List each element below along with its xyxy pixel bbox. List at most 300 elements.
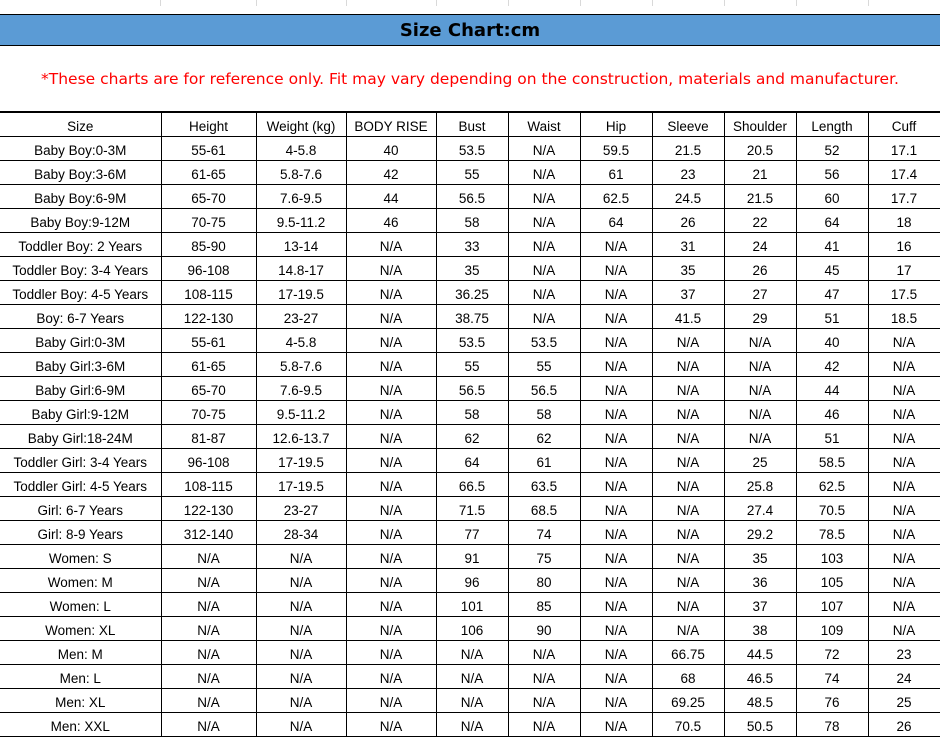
size-label-cell: Girl: 8-9 Years [0, 521, 161, 545]
table-row [0, 353, 940, 377]
table-cell: N/A [868, 329, 940, 353]
table-cell: N/A [346, 449, 436, 473]
table-cell: 38.75 [436, 305, 508, 329]
size-label-cell: Baby Boy:3-6M [0, 161, 161, 185]
table-cell: 51 [796, 425, 868, 449]
table-cell: 36 [724, 569, 796, 593]
table-cell: N/A [652, 569, 724, 593]
table-cell: 72 [796, 641, 868, 665]
table-cell: 35 [652, 257, 724, 281]
table-cell: 70-75 [161, 209, 256, 233]
table-cell: N/A [580, 497, 652, 521]
notice-row [0, 46, 940, 112]
table-cell: N/A [256, 545, 346, 569]
table-cell: N/A [346, 665, 436, 689]
table-cell: N/A [652, 449, 724, 473]
table-cell: 46 [796, 401, 868, 425]
table-cell: N/A [508, 305, 580, 329]
gridline [580, 0, 581, 6]
table-cell: 46.5 [724, 665, 796, 689]
table-row [0, 665, 940, 689]
table-cell: N/A [161, 689, 256, 713]
table-row [0, 209, 940, 233]
table-cell: 62.5 [580, 185, 652, 209]
table-cell: 62.5 [796, 473, 868, 497]
table-cell: 61-65 [161, 353, 256, 377]
table-cell: 51 [796, 305, 868, 329]
table-cell: N/A [652, 401, 724, 425]
table-cell: 44 [796, 377, 868, 401]
table-cell: N/A [346, 617, 436, 641]
table-cell: N/A [346, 329, 436, 353]
table-cell: 26 [724, 257, 796, 281]
table-cell: N/A [580, 353, 652, 377]
table-cell: N/A [508, 137, 580, 161]
table-cell: N/A [346, 353, 436, 377]
table-cell: 21.5 [724, 185, 796, 209]
table-cell: 28-34 [256, 521, 346, 545]
table-cell: N/A [346, 401, 436, 425]
table-cell: 35 [724, 545, 796, 569]
table-cell: N/A [256, 593, 346, 617]
table-row [0, 641, 940, 665]
table-cell: 105 [796, 569, 868, 593]
table-cell: 53.5 [436, 329, 508, 353]
size-label-cell: Toddler Girl: 4-5 Years [0, 473, 161, 497]
table-cell: 85 [508, 593, 580, 617]
table-cell: 29 [724, 305, 796, 329]
table-cell: 81-87 [161, 425, 256, 449]
table-cell: 76 [796, 689, 868, 713]
table-row [0, 233, 940, 257]
table-cell: 17-19.5 [256, 473, 346, 497]
table-cell: 46 [346, 209, 436, 233]
table-cell: N/A [508, 161, 580, 185]
table-cell: N/A [652, 593, 724, 617]
table-cell: 24.5 [652, 185, 724, 209]
table-cell: 85-90 [161, 233, 256, 257]
column-header: Cuff [868, 113, 940, 137]
table-cell: N/A [652, 353, 724, 377]
table-cell: N/A [256, 641, 346, 665]
table-cell: 48.5 [724, 689, 796, 713]
table-cell: N/A [868, 353, 940, 377]
size-label-cell: Women: L [0, 593, 161, 617]
table-cell: 5.8-7.6 [256, 161, 346, 185]
table-cell: 33 [436, 233, 508, 257]
table-row [0, 593, 940, 617]
reference-notice: *These charts are for reference only. Fit may vary depending on the construction, materials and manufacturer. [41, 69, 899, 88]
table-cell: N/A [580, 257, 652, 281]
table-cell: N/A [346, 689, 436, 713]
table-cell: N/A [508, 233, 580, 257]
table-cell: N/A [161, 665, 256, 689]
table-cell: 7.6-9.5 [256, 185, 346, 209]
table-cell: 4-5.8 [256, 329, 346, 353]
table-cell: 37 [724, 593, 796, 617]
table-cell: N/A [256, 713, 346, 737]
table-row [0, 569, 940, 593]
gridline [436, 0, 437, 6]
table-cell: N/A [508, 689, 580, 713]
table-cell: N/A [868, 377, 940, 401]
table-cell: 66.75 [652, 641, 724, 665]
table-row [0, 329, 940, 353]
table-cell: 25.8 [724, 473, 796, 497]
size-label-cell: Men: L [0, 665, 161, 689]
table-cell: 23 [652, 161, 724, 185]
table-cell: 23-27 [256, 305, 346, 329]
table-cell: N/A [868, 473, 940, 497]
table-cell: 17.7 [868, 185, 940, 209]
table-cell: 17-19.5 [256, 449, 346, 473]
column-header: Height [161, 113, 256, 137]
table-cell: N/A [580, 449, 652, 473]
table-cell: N/A [161, 617, 256, 641]
gridline [652, 0, 653, 6]
table-cell: 55 [436, 161, 508, 185]
table-cell: 56.5 [436, 185, 508, 209]
size-label-cell: Girl: 6-7 Years [0, 497, 161, 521]
table-cell: 23-27 [256, 497, 346, 521]
table-cell: N/A [580, 377, 652, 401]
gridline [508, 0, 509, 6]
table-cell: 26 [868, 713, 940, 737]
table-cell: N/A [346, 425, 436, 449]
table-cell: N/A [346, 233, 436, 257]
table-cell: 96-108 [161, 449, 256, 473]
table-cell: 75 [508, 545, 580, 569]
table-cell: 65-70 [161, 377, 256, 401]
table-cell: 107 [796, 593, 868, 617]
table-cell: 29.2 [724, 521, 796, 545]
size-label-cell: Toddler Boy: 4-5 Years [0, 281, 161, 305]
column-header: Size [0, 113, 161, 137]
gridline [724, 0, 725, 6]
table-cell: 56 [796, 161, 868, 185]
top-strip [0, 0, 940, 14]
table-cell: N/A [346, 545, 436, 569]
table-cell: 16 [868, 233, 940, 257]
table-cell: 59.5 [580, 137, 652, 161]
table-row [0, 545, 940, 569]
size-label-cell: Toddler Boy: 2 Years [0, 233, 161, 257]
table-cell: N/A [436, 689, 508, 713]
table-cell: N/A [436, 713, 508, 737]
table-row [0, 137, 940, 161]
size-label-cell: Baby Girl:9-12M [0, 401, 161, 425]
table-cell: 23 [868, 641, 940, 665]
table-cell: 4-5.8 [256, 137, 346, 161]
table-cell: 18 [868, 209, 940, 233]
table-cell: N/A [652, 329, 724, 353]
table-row [0, 281, 940, 305]
table-cell: 58.5 [796, 449, 868, 473]
table-cell: N/A [580, 401, 652, 425]
table-row [0, 473, 940, 497]
table-cell: 58 [508, 401, 580, 425]
table-cell: 17 [868, 257, 940, 281]
table-cell: 78.5 [796, 521, 868, 545]
table-row [0, 497, 940, 521]
table-cell: N/A [868, 569, 940, 593]
table-cell: N/A [580, 665, 652, 689]
table-cell: N/A [724, 377, 796, 401]
table-cell: 25 [724, 449, 796, 473]
gridline [796, 0, 797, 6]
column-header: Weight (kg) [256, 113, 346, 137]
table-row [0, 185, 940, 209]
table-cell: 24 [724, 233, 796, 257]
table-cell: 80 [508, 569, 580, 593]
table-cell: N/A [724, 401, 796, 425]
table-cell: N/A [580, 593, 652, 617]
table-row [0, 689, 940, 713]
table-cell: 21.5 [652, 137, 724, 161]
table-cell: 56.5 [436, 377, 508, 401]
table-cell: 70.5 [652, 713, 724, 737]
table-cell: N/A [652, 377, 724, 401]
gridline [868, 0, 869, 6]
table-cell: 91 [436, 545, 508, 569]
size-label-cell: Men: XXL [0, 713, 161, 737]
table-cell: 64 [796, 209, 868, 233]
table-cell: N/A [346, 473, 436, 497]
table-cell: N/A [161, 593, 256, 617]
column-header: Hip [580, 113, 652, 137]
size-label-cell: Baby Girl:3-6M [0, 353, 161, 377]
table-cell: 17-19.5 [256, 281, 346, 305]
table-cell: N/A [161, 713, 256, 737]
table-cell: 27.4 [724, 497, 796, 521]
table-cell: 60 [796, 185, 868, 209]
table-row [0, 449, 940, 473]
table-cell: 63.5 [508, 473, 580, 497]
table-cell: N/A [161, 545, 256, 569]
table-cell: N/A [868, 497, 940, 521]
table-cell: N/A [508, 641, 580, 665]
column-header: BODY RISE [346, 113, 436, 137]
table-row [0, 377, 940, 401]
table-cell: 101 [436, 593, 508, 617]
table-cell: 41.5 [652, 305, 724, 329]
table-cell: 58 [436, 209, 508, 233]
size-label-cell: Toddler Boy: 3-4 Years [0, 257, 161, 281]
table-cell: 90 [508, 617, 580, 641]
table-cell: 68 [652, 665, 724, 689]
table-cell: N/A [580, 545, 652, 569]
table-cell: N/A [161, 569, 256, 593]
table-cell: N/A [652, 473, 724, 497]
table-cell: 96-108 [161, 257, 256, 281]
table-cell: 56.5 [508, 377, 580, 401]
table-row [0, 401, 940, 425]
size-chart-table [0, 112, 940, 737]
table-cell: N/A [868, 545, 940, 569]
table-cell: 47 [796, 281, 868, 305]
table-cell: 35 [436, 257, 508, 281]
table-cell: 103 [796, 545, 868, 569]
table-cell: 52 [796, 137, 868, 161]
table-cell: 64 [436, 449, 508, 473]
gridline [160, 0, 161, 6]
table-cell: N/A [508, 257, 580, 281]
table-cell: N/A [346, 521, 436, 545]
table-cell: 62 [436, 425, 508, 449]
table-cell: N/A [580, 641, 652, 665]
gridline [346, 0, 347, 6]
table-cell: N/A [580, 689, 652, 713]
size-label-cell: Women: XL [0, 617, 161, 641]
table-cell: 108-115 [161, 473, 256, 497]
table-cell: N/A [652, 545, 724, 569]
table-cell: 61 [508, 449, 580, 473]
table-cell: 70-75 [161, 401, 256, 425]
table-cell: 55 [436, 353, 508, 377]
table-cell: N/A [346, 257, 436, 281]
table-cell: N/A [868, 521, 940, 545]
table-cell: N/A [580, 329, 652, 353]
table-cell: N/A [346, 377, 436, 401]
table-cell: 122-130 [161, 305, 256, 329]
table-cell: 18.5 [868, 305, 940, 329]
table-cell: 64 [580, 209, 652, 233]
table-cell: 66.5 [436, 473, 508, 497]
table-cell: N/A [256, 665, 346, 689]
table-cell: 40 [796, 329, 868, 353]
table-row [0, 617, 940, 641]
table-cell: 55 [508, 353, 580, 377]
table-cell: 21 [724, 161, 796, 185]
table-cell: N/A [508, 209, 580, 233]
table-cell: 9.5-11.2 [256, 401, 346, 425]
table-row [0, 425, 940, 449]
table-cell: 61-65 [161, 161, 256, 185]
table-cell: N/A [346, 641, 436, 665]
table-cell: 53.5 [508, 329, 580, 353]
table-cell: 62 [508, 425, 580, 449]
table-cell: 74 [508, 521, 580, 545]
size-label-cell: Baby Boy:0-3M [0, 137, 161, 161]
column-header: Sleeve [652, 113, 724, 137]
table-cell: N/A [580, 713, 652, 737]
table-cell: N/A [580, 569, 652, 593]
size-label-cell: Men: M [0, 641, 161, 665]
table-cell: N/A [256, 689, 346, 713]
size-label-cell: Baby Boy:6-9M [0, 185, 161, 209]
table-cell: 50.5 [724, 713, 796, 737]
size-label-cell: Baby Boy:9-12M [0, 209, 161, 233]
table-cell: N/A [724, 329, 796, 353]
column-header: Shoulder [724, 113, 796, 137]
title-bar [0, 14, 940, 46]
size-label-cell: Men: XL [0, 689, 161, 713]
table-cell: N/A [346, 305, 436, 329]
column-header: Length [796, 113, 868, 137]
table-cell: 7.6-9.5 [256, 377, 346, 401]
table-cell: 31 [652, 233, 724, 257]
table-cell: 108-115 [161, 281, 256, 305]
table-cell: N/A [652, 521, 724, 545]
size-label-cell: Women: S [0, 545, 161, 569]
size-label-cell: Boy: 6-7 Years [0, 305, 161, 329]
table-cell: 17.5 [868, 281, 940, 305]
table-cell: 25 [868, 689, 940, 713]
table-cell: N/A [724, 425, 796, 449]
table-cell: 17.4 [868, 161, 940, 185]
table-cell: N/A [436, 665, 508, 689]
table-cell: N/A [580, 233, 652, 257]
table-cell: N/A [346, 497, 436, 521]
table-cell: 71.5 [436, 497, 508, 521]
table-cell: N/A [580, 473, 652, 497]
table-cell: 55-61 [161, 137, 256, 161]
table-row [0, 521, 940, 545]
table-cell: 45 [796, 257, 868, 281]
table-row [0, 161, 940, 185]
size-label-cell: Baby Girl:18-24M [0, 425, 161, 449]
table-cell: 27 [724, 281, 796, 305]
table-cell: N/A [868, 401, 940, 425]
table-cell: N/A [346, 713, 436, 737]
table-cell: N/A [652, 425, 724, 449]
table-cell: N/A [161, 641, 256, 665]
size-label-cell: Baby Girl:0-3M [0, 329, 161, 353]
table-cell: N/A [580, 425, 652, 449]
table-cell: 70.5 [796, 497, 868, 521]
table-cell: 68.5 [508, 497, 580, 521]
table-cell: 106 [436, 617, 508, 641]
table-cell: N/A [868, 449, 940, 473]
table-cell: 40 [346, 137, 436, 161]
table-cell: 55-61 [161, 329, 256, 353]
table-cell: 42 [796, 353, 868, 377]
table-cell: N/A [346, 281, 436, 305]
table-cell: N/A [346, 593, 436, 617]
table-cell: N/A [580, 521, 652, 545]
table-cell: 58 [436, 401, 508, 425]
table-cell: N/A [256, 569, 346, 593]
table-cell: N/A [508, 713, 580, 737]
table-cell: 26 [652, 209, 724, 233]
table-cell: 9.5-11.2 [256, 209, 346, 233]
table-cell: 13-14 [256, 233, 346, 257]
table-cell: N/A [580, 617, 652, 641]
table-cell: 122-130 [161, 497, 256, 521]
header-row [0, 113, 940, 137]
size-label-cell: Women: M [0, 569, 161, 593]
column-header: Waist [508, 113, 580, 137]
table-cell: N/A [508, 185, 580, 209]
table-cell: N/A [508, 281, 580, 305]
table-cell: 61 [580, 161, 652, 185]
table-body [0, 137, 940, 737]
table-cell: 44 [346, 185, 436, 209]
table-cell: 5.8-7.6 [256, 353, 346, 377]
table-cell: 44.5 [724, 641, 796, 665]
table-cell: N/A [580, 305, 652, 329]
table-cell: N/A [436, 641, 508, 665]
table-cell: 37 [652, 281, 724, 305]
table-row [0, 257, 940, 281]
table-cell: 41 [796, 233, 868, 257]
table-cell: N/A [580, 281, 652, 305]
table-cell: 20.5 [724, 137, 796, 161]
table-cell: 77 [436, 521, 508, 545]
table-cell: N/A [346, 569, 436, 593]
table-cell: 38 [724, 617, 796, 641]
table-cell: 78 [796, 713, 868, 737]
